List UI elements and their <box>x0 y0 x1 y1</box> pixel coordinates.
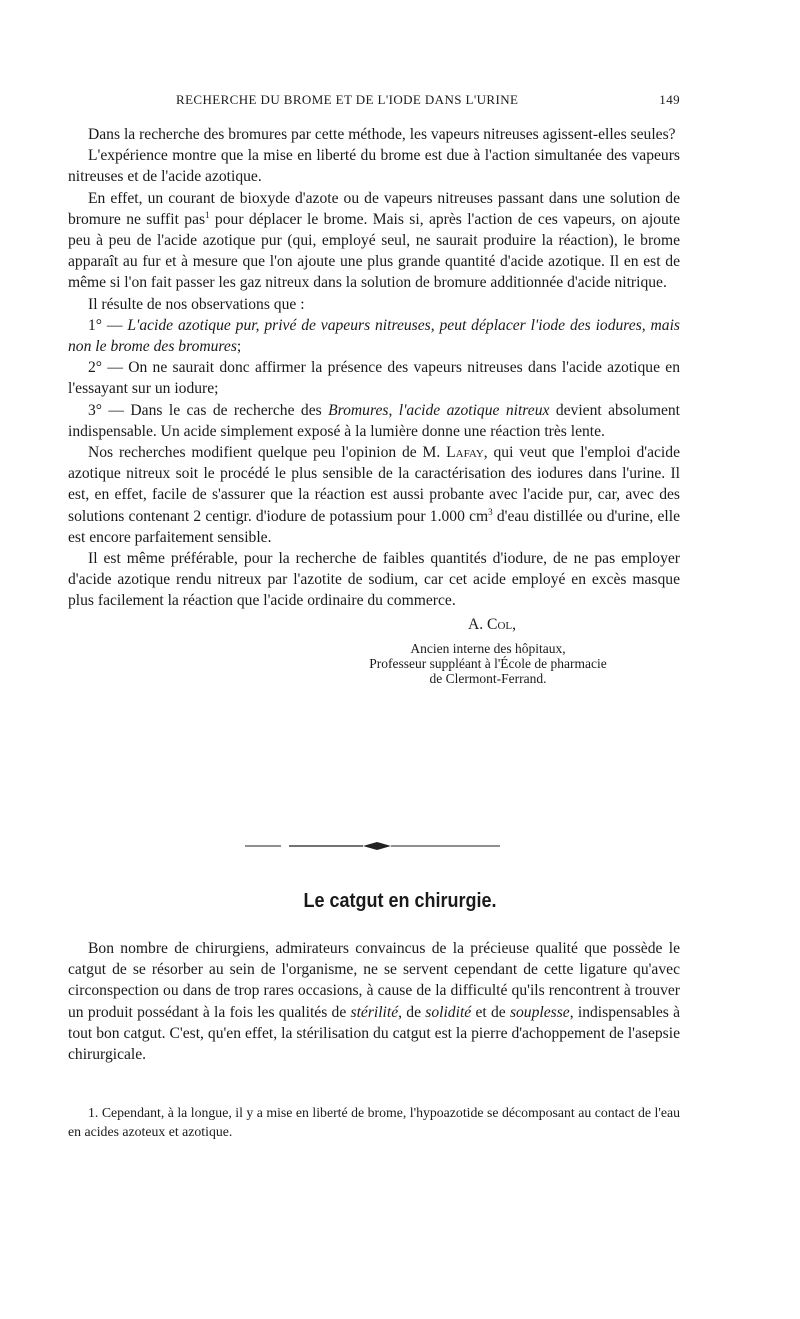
author-signature: A. Col, <box>468 615 517 633</box>
running-title: RECHERCHE DU BROME ET DE L'IODE DANS L'URINE <box>176 92 519 107</box>
observation-2: 2° — On ne saurait donc affirmer la présence des vapeurs nitreuses dans l'acide azotique en l'essayant sur un iodure; <box>68 359 680 398</box>
article-body-2 <box>68 938 680 1065</box>
observation-1: 1° — L'acide azotique pur, privé de vapeurs nitreuses, peut déplacer l'iode des iodures, mais non le brome des bromures; <box>68 316 680 356</box>
page-number: 149 <box>659 92 680 107</box>
paragraph: Il résulte de nos observations que : <box>88 295 305 313</box>
paragraph: Nos recherches modifient quelque peu l'opinion de M. Lafay, qui veut que l'emploi d'acide azotique nitreux soit le procédé le plus sensible de la caractérisation des iodures dans l'urine. Il est, en effet, facile de s'assurer que la réaction est aussi probante avec l'acide pur, car, avec des solutions contenant 2 centigr. d'iodure de potassium pour 1.000 $cm^3$ d'eau distillée ou d'urine, elle est encore parfaitement sensible. <box>68 444 680 546</box>
observation-3: 3° — Dans le cas de recherche des Bromures, l'acide azotique nitreux devient absolument indispensable. Un acide simplement exposé à la lumière donne une réaction très lente. <box>68 401 681 440</box>
paragraph: Il est même préférable, pour la recherche de faibles quantités d'iodure, de ne pas employer d'acide azotique rendu nitreux par l'azotite de sodium, car cet acide employé en excès masque plus facilement la réaction que l'acide ordinaire du commerce. <box>68 550 680 610</box>
section-title: Le catgut en chirurgie. <box>303 890 497 912</box>
footnote: 1. Cependant, à la longue, il y a mise en liberté de brome, l'hypoazotide se décomposant au contact de l'eau en acides azoteux et azotique. <box>68 1105 680 1139</box>
author-reference: Lafay <box>446 444 484 462</box>
author-affiliation: Ancien interne des hôpitaux, Professeur suppléant à l'École de pharmacie de Clermont-Ferrand. <box>369 640 607 686</box>
footnote-ref: 1 <box>205 209 210 220</box>
article-body <box>68 124 680 686</box>
paragraph: Bon nombre de chirurgiens, admirateurs convaincus de la précieuse qualité que possède le catgut de se résorber au sein de l'organisme, ne se servent cependant de cette ligature qu'avec circonspection ou dans de trop rares occasions, à cause de la difficulté qu'ils rencontrent à trouver un produit possédant à la fois les qualités de stérilité, de solidité et de souplesse, indispensables à tout bon catgut. C'est, qu'en effet, la stérilisation du catgut est la pierre d'achoppement de l'asepsie chirurgicale. <box>68 940 680 1064</box>
section-divider <box>245 839 500 853</box>
paragraph: En effet, un courant de bioxyde d'azote ou de vapeurs nitreuses passant dans une solution de bromure ne suffit pas$^1$ pour déplacer le brome. Mais si, après l'action de ces vapeurs, on ajoute peu à peu de l'acide azotique pur (qui, employé seul, ne saurait produire la réaction), le brome apparaît au fur et à mesure que l'on ajoute une plus grande quantité d'acide azotique. Il en est de même si l'on fait passer les gaz nitreux dans la solution de bromure additionnée d'acide nitrique. <box>68 189 680 292</box>
paragraph: L'expérience montre que la mise en liberté du brome est due à l'action simultanée des vapeurs nitreuses et de l'acide azotique. <box>68 147 680 186</box>
paragraph: Dans la recherche des bromures par cette méthode, les vapeurs nitreuses agissent-elles seules? <box>88 126 676 143</box>
